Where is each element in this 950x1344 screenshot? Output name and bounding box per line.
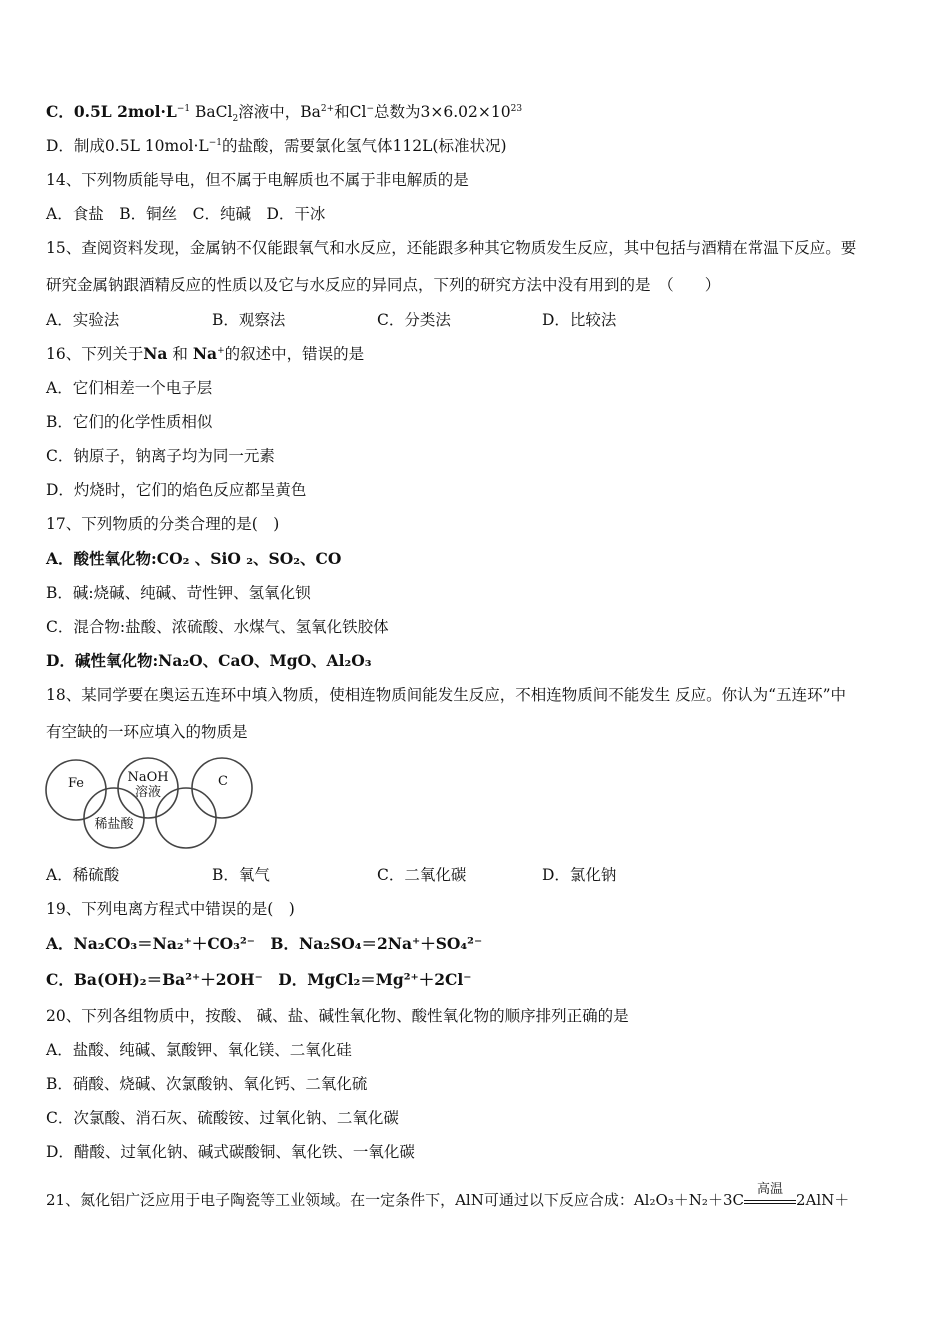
q20-stem: 20、下列各组物质中，按酸、 碱、盐、碱性氧化物、酸性氧化物的顺序排列正确的是 xyxy=(46,1007,629,1025)
q18-option-b: B．氧气 xyxy=(212,866,270,884)
q16-option-a: A．它们相差一个电子层 xyxy=(46,379,213,397)
q16-option-c: C．钠原子，钠离子均为同一元素 xyxy=(46,447,275,465)
ring-label-naoh-1: NaOH xyxy=(127,770,169,785)
q17-option-c: C．混合物:盐酸、浓硫酸、水煤气、氢氧化铁胶体 xyxy=(46,618,389,636)
q18-options xyxy=(46,865,906,885)
q17-option-a: A．酸性氧化物:CO₂ 、SiO ₂、SO₂、CO xyxy=(46,549,342,568)
q16-stem: 16、下列关于Na 和 Na+的叙述中，错误的是 xyxy=(46,344,365,363)
q14-stem: 14、下列物质能导电，但不属于电解质也不属于非电解质的是 xyxy=(46,171,469,189)
ring-label-c: C xyxy=(218,774,228,789)
q18-option-a: A．稀硫酸 xyxy=(46,866,120,884)
q15-option-a: A．实验法 xyxy=(46,311,120,329)
q18-stem-line1: 18、某同学要在奥运五连环中填入物质，使相连物质间能发生反应，不相连物质间不能发生 反应。你认为“五连环”中 xyxy=(46,686,847,704)
q13-option-d: D．制成0.5L $10mol\cdot L^{-1}$的盐酸，需要氯化氢气体112L(标准状况) xyxy=(46,137,507,155)
q19-options-cd: C．Ba(OH)₂＝Ba²⁺＋2OH⁻ D．MgCl₂＝Mg²⁺＋2Cl⁻ xyxy=(46,970,472,989)
q15-option-c: C．分类法 xyxy=(377,311,451,329)
q15-options xyxy=(46,310,906,330)
olympic-rings-figure xyxy=(44,752,264,852)
q15-option-b: B．观察法 xyxy=(212,311,286,329)
q18-option-c: C．二氧化碳 xyxy=(377,866,467,884)
q17-option-d: D．碱性氧化物:Na₂O、CaO、MgO、Al₂O₃ xyxy=(46,651,372,670)
q18-option-d: D．氯化钠 xyxy=(542,866,617,884)
ring-label-hcl: 稀盐酸 xyxy=(94,817,134,832)
q20-option-b: B．硝酸、烧碱、次氯酸钠、氧化钙、二氧化硫 xyxy=(46,1075,368,1093)
q15-stem-line2: 研究金属钠跟酒精反应的性质以及它与水反应的异同点，下列的研究方法中没有用到的是 （ ） xyxy=(46,276,721,294)
reaction-condition: 高温 xyxy=(744,1188,796,1210)
q20-option-c: C．次氯酸、消石灰、硫酸铵、过氧化钠、二氧化碳 xyxy=(46,1109,399,1127)
q19-options-ab: A．Na₂CO₃＝Na₂⁺＋CO₃²⁻ B．Na₂SO₄＝2Na⁺＋SO₄²⁻ xyxy=(46,934,483,953)
q20-option-d: D．醋酸、过氧化钠、碱式碳酸铜、氧化铁、一氧化碳 xyxy=(46,1143,415,1161)
q21-stem: 21、氮化铝广泛应用于电子陶瓷等工业领域。在一定条件下，AlN可通过以下反应合成：Al₂O₃＋N₂＋3C 高温 2AlN＋ xyxy=(46,1182,850,1209)
q19-stem: 19、下列电离方程式中错误的是( ) xyxy=(46,900,295,918)
q16-option-d: D．灼烧时，它们的焰色反应都呈黄色 xyxy=(46,481,307,499)
q18-stem-line2: 有空缺的一环应填入的物质是 xyxy=(46,723,248,741)
q16-option-b: B．它们的化学性质相似 xyxy=(46,413,213,431)
rings-svg xyxy=(44,752,264,852)
ring-label-naoh-2: 溶液 xyxy=(134,785,161,800)
q14-options: A．食盐 B．铜丝 C．纯碱 D．干冰 xyxy=(46,205,326,223)
q17-option-b: B．碱:烧碱、纯碱、苛性钾、氢氧化钡 xyxy=(46,584,311,602)
q15-option-d: D．比较法 xyxy=(542,311,617,329)
q17-stem: 17、下列物质的分类合理的是( ) xyxy=(46,515,280,533)
q20-option-a: A．盐酸、纯碱、氯酸钾、氧化镁、二氧化硅 xyxy=(46,1041,352,1059)
q13-option-c: C．0.5L $2mol\cdot L^{-1}$ BaCl$_2$溶液中，$Ba^{2+}$和Cl−总数为$3\times 6.02\times 10^{23}$ xyxy=(46,102,523,125)
q15-stem-line1: 15、查阅资料发现，金属钠不仅能跟氧气和水反应，还能跟多种其它物质发生反应，其中包括与酒精在常温下反应。要 xyxy=(46,239,857,257)
ring-label-fe: Fe xyxy=(67,776,84,791)
equals-sign xyxy=(744,1200,796,1204)
